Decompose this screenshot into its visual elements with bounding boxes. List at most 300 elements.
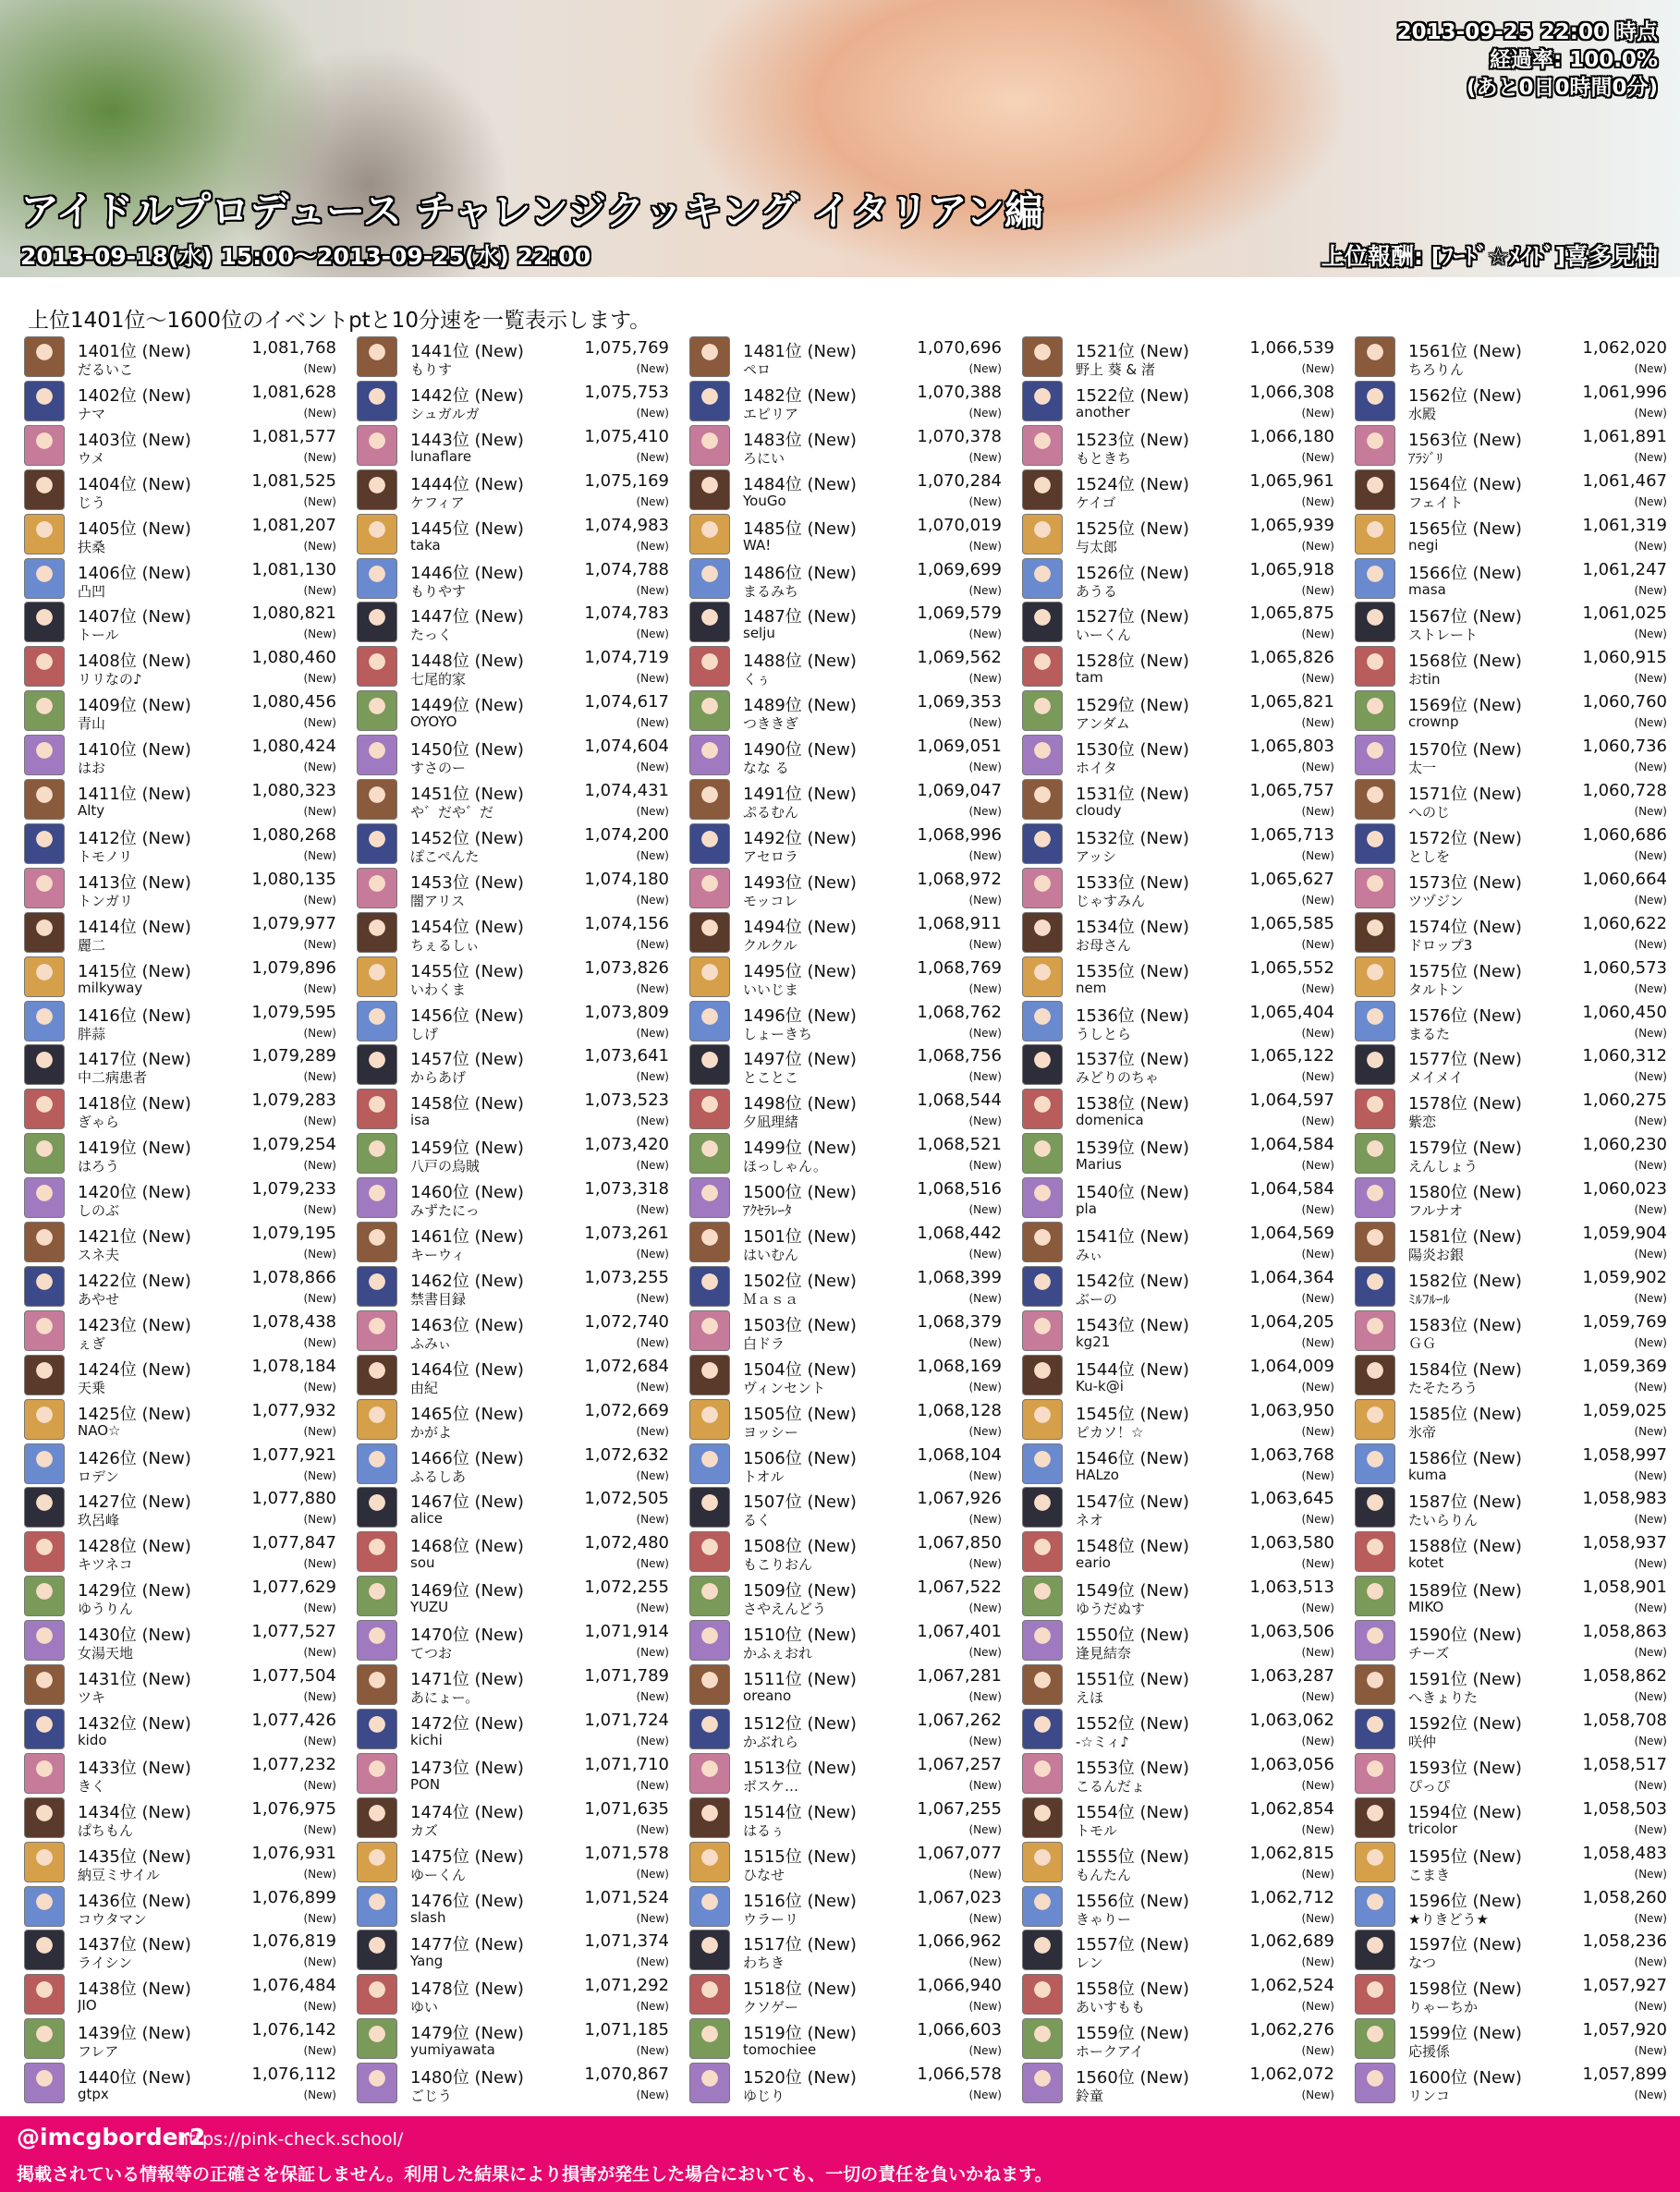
entry-rank: 1441位 (New) — [410, 342, 524, 361]
entry-name: 凸凹 — [78, 582, 106, 600]
entry-name: かぶれら — [743, 1733, 799, 1750]
entry-points: 1,065,713 — [1249, 824, 1334, 845]
entry-name: ネオ — [1076, 1512, 1104, 1529]
ranking-entry — [689, 1485, 1004, 1529]
entry-speed: (New) — [1301, 1248, 1334, 1260]
entry-points: 1,076,899 — [251, 1887, 336, 1907]
entry-rank: 1503位 (New) — [743, 1315, 857, 1335]
entry-points: 1,060,664 — [1582, 869, 1667, 889]
entry-points: 1,058,260 — [1582, 1887, 1667, 1907]
entry-rank: 1541位 (New) — [1076, 1227, 1189, 1247]
entry-speed: (New) — [636, 805, 669, 818]
entry-rank: 1499位 (New) — [743, 1139, 857, 1159]
entry-name: ぽこぺんた — [410, 847, 480, 865]
entry-name: わちき — [743, 1955, 785, 1972]
ranking-entry — [689, 1175, 1004, 1220]
entry-name: つききぎ — [743, 715, 799, 733]
entry-points: 1,075,169 — [584, 470, 669, 491]
idol-portrait-icon — [689, 336, 730, 377]
ranking-entry — [357, 822, 671, 866]
entry-name: トモノリ — [78, 847, 133, 865]
ranking-entry — [689, 600, 1004, 644]
entry-name: slash — [410, 1908, 446, 1926]
entry-name: kido — [78, 1731, 107, 1748]
idol-portrait-icon — [24, 425, 65, 466]
entry-name: ピカソ！☆ — [1076, 1423, 1144, 1441]
entry-rank: 1497位 (New) — [743, 1050, 857, 1070]
ranking-entry — [1355, 1840, 1669, 1884]
entry-rank: 1491位 (New) — [743, 785, 857, 804]
entry-speed: (New) — [968, 1248, 1002, 1260]
entry-name: Yang — [410, 1953, 444, 1970]
idol-portrait-icon — [357, 1753, 397, 1794]
entry-speed: (New) — [636, 1822, 669, 1836]
entry-name: 玖呂峰 — [78, 1512, 120, 1529]
entry-points: 1,076,142 — [251, 2020, 336, 2040]
idol-portrait-icon — [1355, 956, 1395, 997]
entry-name: crownp — [1408, 713, 1459, 731]
entry-rank: 1517位 (New) — [743, 1935, 857, 1955]
entry-name: かがよ — [410, 1423, 453, 1441]
entry-speed: (New) — [1634, 539, 1667, 553]
entry-rank: 1576位 (New) — [1408, 1005, 1522, 1026]
entry-points: 1,059,904 — [1582, 1224, 1667, 1243]
entry-speed: (New) — [636, 1557, 669, 1571]
entry-speed: (New) — [636, 1026, 669, 1040]
entry-rank: 1562位 (New) — [1408, 385, 1522, 406]
entry-rank: 1518位 (New) — [743, 1979, 857, 2000]
entry-points: 1,072,255 — [584, 1577, 669, 1598]
entry-points: 1,068,442 — [917, 1224, 1002, 1243]
entry-rank: 1430位 (New) — [78, 1626, 191, 1646]
entry-rank: 1583位 (New) — [1408, 1315, 1522, 1335]
ranking-entry — [1355, 1618, 1669, 1662]
entry-rank: 1474位 (New) — [410, 1802, 524, 1822]
entry-points: 1,076,975 — [251, 1798, 336, 1819]
entry-speed: (New) — [1634, 1867, 1667, 1881]
entry-name: ライシン — [78, 1955, 133, 1972]
entry-points: 1,058,997 — [1582, 1444, 1667, 1465]
ranking-entry — [357, 910, 671, 955]
ranking-entry — [689, 468, 1004, 512]
ranking-entry — [689, 423, 1004, 468]
ranking-entry — [689, 955, 1004, 999]
entry-name: 野上 葵 & 渚 — [1076, 361, 1156, 378]
ranking-entry — [689, 1442, 1004, 1486]
idol-portrait-icon — [1355, 2018, 1395, 2059]
entry-points: 1,058,708 — [1582, 1710, 1667, 1730]
entry-speed: (New) — [303, 1291, 336, 1305]
ranking-entry — [1022, 1840, 1336, 1884]
ranking-entry — [24, 1175, 338, 1220]
idol-portrait-icon — [1022, 646, 1063, 687]
idol-portrait-icon — [357, 514, 397, 554]
entry-rank: 1463位 (New) — [410, 1315, 524, 1335]
entry-name: 天乗 — [78, 1379, 106, 1396]
entry-name: あにょー。 — [410, 1689, 480, 1706]
entry-speed: (New) — [1301, 1734, 1334, 1748]
entry-rank: 1519位 (New) — [743, 2024, 857, 2044]
entry-name: リンコ — [1408, 2088, 1451, 2105]
ranking-entry — [24, 1928, 338, 1972]
entry-speed: (New) — [1634, 937, 1667, 951]
entry-points: 1,079,977 — [251, 913, 336, 933]
entry-rank: 1508位 (New) — [743, 1537, 857, 1557]
entry-rank: 1406位 (New) — [78, 563, 191, 583]
entry-points: 1,063,056 — [1249, 1754, 1334, 1774]
idol-portrait-icon — [689, 1974, 730, 2015]
idol-portrait-icon — [689, 1044, 730, 1085]
entry-points: 1,063,645 — [1249, 1489, 1334, 1509]
entry-speed: (New) — [636, 1203, 669, 1217]
entry-name: くぅ — [743, 671, 771, 688]
entry-name: another — [1076, 403, 1130, 420]
entry-points: 1,073,641 — [584, 1046, 669, 1066]
idol-portrait-icon — [1022, 868, 1063, 908]
entry-speed: (New) — [1301, 1690, 1334, 1703]
idol-portrait-icon — [1355, 1399, 1395, 1440]
entry-points: 1,067,077 — [917, 1843, 1002, 1863]
entry-speed: (New) — [968, 761, 1002, 774]
entry-speed: (New) — [636, 1601, 669, 1615]
entry-rank: 1420位 (New) — [78, 1183, 191, 1203]
entry-rank: 1451位 (New) — [410, 785, 524, 804]
ranking-entry — [24, 1574, 338, 1618]
ranking-entry — [24, 1707, 338, 1751]
idol-portrait-icon — [24, 646, 65, 687]
ranking-entry — [689, 1662, 1004, 1707]
entry-name: ヴィンセント — [743, 1379, 826, 1396]
ranking-entry — [689, 1972, 1004, 2016]
idol-portrait-icon — [1022, 1487, 1063, 1528]
idol-portrait-icon — [1355, 2063, 1395, 2103]
idol-portrait-icon — [1355, 336, 1395, 377]
ranking-entry — [689, 1397, 1004, 1442]
entry-speed: (New) — [636, 716, 669, 730]
entry-rank: 1571位 (New) — [1408, 785, 1522, 804]
entry-speed: (New) — [1634, 1468, 1667, 1482]
ranking-entry — [689, 556, 1004, 601]
entry-name: ｱｸｾﾗﾚｰﾀ — [743, 1202, 792, 1220]
entry-rank: 1411位 (New) — [78, 785, 191, 804]
entry-points: 1,067,257 — [917, 1754, 1002, 1774]
entry-rank: 1574位 (New) — [1408, 917, 1522, 937]
ranking-entry — [24, 556, 338, 601]
entry-rank: 1536位 (New) — [1076, 1005, 1189, 1026]
entry-rank: 1549位 (New) — [1076, 1581, 1189, 1601]
entry-speed: (New) — [968, 893, 1002, 907]
entry-speed: (New) — [968, 672, 1002, 686]
ranking-entry — [1022, 822, 1336, 866]
entry-rank: 1506位 (New) — [743, 1448, 857, 1468]
entry-speed: (New) — [1634, 1734, 1667, 1748]
entry-speed: (New) — [968, 1114, 1002, 1128]
idol-portrait-icon — [24, 1974, 65, 2015]
ranking-entry — [1022, 733, 1336, 777]
ranking-entry — [689, 1707, 1004, 1751]
entry-speed: (New) — [968, 848, 1002, 862]
ranking-entry — [1022, 1618, 1336, 1662]
entry-name: ちろりん — [1408, 361, 1465, 378]
entry-name: ボスケ… — [743, 1777, 799, 1795]
entry-rank: 1482位 (New) — [743, 385, 857, 406]
idol-portrait-icon — [689, 1222, 730, 1262]
ranking-entry — [24, 688, 338, 733]
entry-rank: 1600位 (New) — [1408, 2068, 1522, 2088]
idol-portrait-icon — [1022, 1133, 1063, 1174]
idol-portrait-icon — [1022, 381, 1063, 421]
entry-name: tam — [1076, 669, 1103, 687]
entry-rank: 1446位 (New) — [410, 563, 524, 583]
ranking-entry — [357, 1928, 671, 1972]
entry-points: 1,074,200 — [584, 824, 669, 845]
entry-rank: 1527位 (New) — [1076, 607, 1189, 627]
entry-name: 応援係 — [1408, 2043, 1451, 2061]
entry-points: 1,063,513 — [1249, 1577, 1334, 1598]
entry-speed: (New) — [1634, 1557, 1667, 1571]
entry-rank: 1475位 (New) — [410, 1846, 524, 1867]
entry-speed: (New) — [968, 627, 1002, 641]
entry-rank: 1423位 (New) — [78, 1315, 191, 1335]
status-progress: 経過率: 100.0% — [1489, 48, 1658, 72]
entry-points: 1,063,287 — [1249, 1666, 1334, 1686]
entry-speed: (New) — [636, 1646, 669, 1660]
entry-name: しのぶ — [78, 1202, 120, 1220]
entry-rank: 1513位 (New) — [743, 1758, 857, 1778]
idol-portrait-icon — [1355, 779, 1395, 820]
footer-url[interactable]: https://pink-check.school/ — [177, 2129, 404, 2149]
entry-points: 1,067,023 — [917, 1887, 1002, 1907]
ranking-entry — [1022, 1353, 1336, 1397]
entry-rank: 1589位 (New) — [1408, 1581, 1522, 1601]
entry-rank: 1414位 (New) — [78, 917, 191, 937]
entry-name: pla — [1076, 1200, 1097, 1218]
entry-points: 1,064,009 — [1249, 1356, 1334, 1376]
entry-points: 1,058,863 — [1582, 1622, 1667, 1642]
entry-name: ロデン — [78, 1467, 119, 1485]
entry-speed: (New) — [636, 494, 669, 508]
idol-portrait-icon — [357, 1886, 397, 1927]
ranking-entry — [357, 1707, 671, 1751]
entry-name: gtpx — [78, 2086, 109, 2103]
entry-name: さやえんどう — [743, 1601, 827, 1618]
entry-points: 1,077,629 — [251, 1577, 336, 1598]
entry-name: Marius — [1076, 1156, 1122, 1174]
entry-points: 1,060,230 — [1582, 1135, 1667, 1155]
entry-name: 太一 — [1408, 760, 1437, 777]
entry-rank: 1584位 (New) — [1408, 1359, 1522, 1380]
entry-rank: 1548位 (New) — [1076, 1537, 1189, 1557]
idol-portrait-icon — [1022, 2063, 1063, 2103]
footer — [0, 2116, 1680, 2192]
idol-portrait-icon — [1022, 2018, 1063, 2059]
idol-portrait-icon — [1022, 1576, 1063, 1616]
idol-portrait-icon — [1022, 1664, 1063, 1705]
entry-speed: (New) — [968, 1335, 1002, 1349]
idol-portrait-icon — [689, 1842, 730, 1882]
event-title: アイドルプロデュース チャレンジクッキング イタリアン編 — [20, 189, 1043, 234]
entry-rank: 1487位 (New) — [743, 607, 857, 627]
entry-speed: (New) — [968, 1070, 1002, 1084]
ranking-entry — [24, 733, 338, 777]
idol-portrait-icon — [689, 1089, 730, 1129]
entry-rank: 1534位 (New) — [1076, 917, 1189, 937]
entry-rank: 1498位 (New) — [743, 1094, 857, 1114]
entry-name: 女湯天地 — [78, 1645, 134, 1662]
entry-points: 1,060,736 — [1582, 737, 1667, 757]
entry-points: 1,069,562 — [917, 648, 1002, 668]
entry-speed: (New) — [636, 1070, 669, 1084]
entry-rank: 1551位 (New) — [1076, 1670, 1189, 1689]
entry-rank: 1479位 (New) — [410, 2024, 524, 2044]
entry-points: 1,063,950 — [1249, 1400, 1334, 1420]
entry-points: 1,075,753 — [584, 382, 669, 402]
idol-portrait-icon — [1355, 1531, 1395, 1572]
ranking-entry — [689, 1309, 1004, 1353]
entry-points: 1,069,579 — [917, 603, 1002, 624]
entry-points: 1,076,819 — [251, 1931, 336, 1952]
entry-rank: 1585位 (New) — [1408, 1404, 1522, 1424]
entry-speed: (New) — [303, 1690, 336, 1703]
entry-speed: (New) — [1301, 1203, 1334, 1217]
ranking-entry — [357, 733, 671, 777]
entry-name: isa — [410, 1112, 431, 1129]
entry-points: 1,058,236 — [1582, 1931, 1667, 1952]
entry-points: 1,077,847 — [251, 1533, 336, 1553]
ranking-entry — [24, 1884, 338, 1929]
idol-portrait-icon — [24, 1133, 65, 1174]
entry-name: ゆい — [410, 1999, 439, 2016]
ranking-entry — [1022, 1707, 1336, 1751]
ranking-entry — [1355, 1574, 1669, 1618]
entry-speed: (New) — [1301, 539, 1334, 553]
ranking-entry — [1355, 1087, 1669, 1131]
entry-speed: (New) — [968, 450, 1002, 464]
ranking-entry — [1022, 1574, 1336, 1618]
entry-name: ちぇるしぃ — [410, 936, 480, 954]
ranking-entry — [357, 2061, 671, 2105]
idol-portrait-icon — [357, 425, 397, 466]
entry-points: 1,066,962 — [917, 1931, 1002, 1952]
entry-rank: 1428位 (New) — [78, 1537, 191, 1557]
entry-speed: (New) — [636, 1335, 669, 1349]
ranking-entry — [1355, 999, 1669, 1043]
ranking-entry — [357, 1353, 671, 1397]
entry-speed: (New) — [1301, 716, 1334, 730]
entry-points: 1,078,866 — [251, 1267, 336, 1287]
entry-name: 鈴童 — [1076, 2088, 1104, 2105]
entry-speed: (New) — [636, 1291, 669, 1305]
ranking-entry — [1355, 1707, 1669, 1751]
ranking-entry — [357, 1840, 671, 1884]
ranking-entry — [689, 1796, 1004, 1840]
ranking-entry — [24, 910, 338, 955]
ranking-entry — [1022, 468, 1336, 512]
idol-portrait-icon — [1355, 1709, 1395, 1749]
ranking-entry — [357, 556, 671, 601]
entry-speed: (New) — [303, 1335, 336, 1349]
idol-portrait-icon — [357, 779, 397, 820]
entry-speed: (New) — [1634, 2088, 1667, 2102]
entry-points: 1,074,617 — [584, 692, 669, 712]
entry-speed: (New) — [1301, 1026, 1334, 1040]
entry-name: しょーきち — [743, 1025, 813, 1042]
entry-rank: 1467位 (New) — [410, 1492, 524, 1513]
idol-portrait-icon — [24, 956, 65, 997]
entry-rank: 1586位 (New) — [1408, 1448, 1522, 1468]
entry-name: OYOYO — [410, 713, 457, 731]
entry-points: 1,060,915 — [1582, 648, 1667, 668]
ranking-entry — [357, 955, 671, 999]
entry-name: 禁書目録 — [410, 1290, 467, 1308]
idol-portrait-icon — [1022, 1089, 1063, 1129]
entry-name: 氷帝 — [1408, 1423, 1437, 1441]
entry-name: あいすもも — [1076, 1999, 1146, 2016]
entry-rank: 1524位 (New) — [1076, 474, 1189, 494]
entry-name: シュガルガ — [410, 405, 480, 422]
entry-name: あうる — [1076, 582, 1118, 600]
entry-name: おtin — [1408, 671, 1441, 688]
entry-speed: (New) — [968, 539, 1002, 553]
entry-speed: (New) — [636, 2044, 669, 2058]
entry-rank: 1546位 (New) — [1076, 1448, 1189, 1468]
idol-portrait-icon — [1355, 1177, 1395, 1218]
entry-speed: (New) — [968, 406, 1002, 420]
ranking-entry — [24, 1442, 338, 1486]
entry-rank: 1408位 (New) — [78, 652, 191, 672]
ranking-entry — [689, 688, 1004, 733]
idol-portrait-icon — [1355, 735, 1395, 775]
ranking-entry — [1022, 1485, 1336, 1529]
idol-portrait-icon — [24, 514, 65, 554]
entry-speed: (New) — [968, 1822, 1002, 1836]
entry-rank: 1511位 (New) — [743, 1670, 857, 1689]
entry-rank: 1502位 (New) — [743, 1271, 857, 1291]
ranking-entry — [1355, 1928, 1669, 1972]
entry-points: 1,057,920 — [1582, 2020, 1667, 2040]
entry-speed: (New) — [1634, 893, 1667, 907]
entry-points: 1,058,937 — [1582, 1533, 1667, 1553]
entry-points: 1,060,023 — [1582, 1179, 1667, 1200]
entry-points: 1,081,525 — [251, 470, 336, 491]
entry-name: ぱちもん — [78, 1821, 134, 1839]
ranking-entry — [1355, 822, 1669, 866]
ranking-entry — [1022, 1397, 1336, 1442]
ranking-entry — [1022, 1175, 1336, 1220]
ranking-entry — [1355, 1751, 1669, 1796]
idol-portrait-icon — [357, 1266, 397, 1307]
idol-portrait-icon — [357, 1487, 397, 1528]
entry-rank: 1427位 (New) — [78, 1492, 191, 1513]
idol-portrait-icon — [1355, 912, 1395, 953]
entry-name: きゃりー — [1076, 1910, 1132, 1928]
entry-rank: 1550位 (New) — [1076, 1626, 1189, 1646]
entry-points: 1,058,862 — [1582, 1666, 1667, 1686]
entry-rank: 1530位 (New) — [1076, 740, 1189, 761]
ranking-entry — [1022, 600, 1336, 644]
entry-speed: (New) — [303, 1867, 336, 1881]
entry-speed: (New) — [1634, 1822, 1667, 1836]
entry-points: 1,061,025 — [1582, 603, 1667, 624]
ranking-entry — [24, 512, 338, 556]
entry-speed: (New) — [636, 362, 669, 375]
ranking-entry — [357, 1397, 671, 1442]
entry-name: nem — [1076, 979, 1107, 996]
ranking-entry — [24, 379, 338, 423]
footer-handle[interactable]: @imcgborder2 — [17, 2124, 206, 2150]
entry-points: 1,074,431 — [584, 781, 669, 800]
entry-name: たいらりん — [1408, 1512, 1479, 1529]
